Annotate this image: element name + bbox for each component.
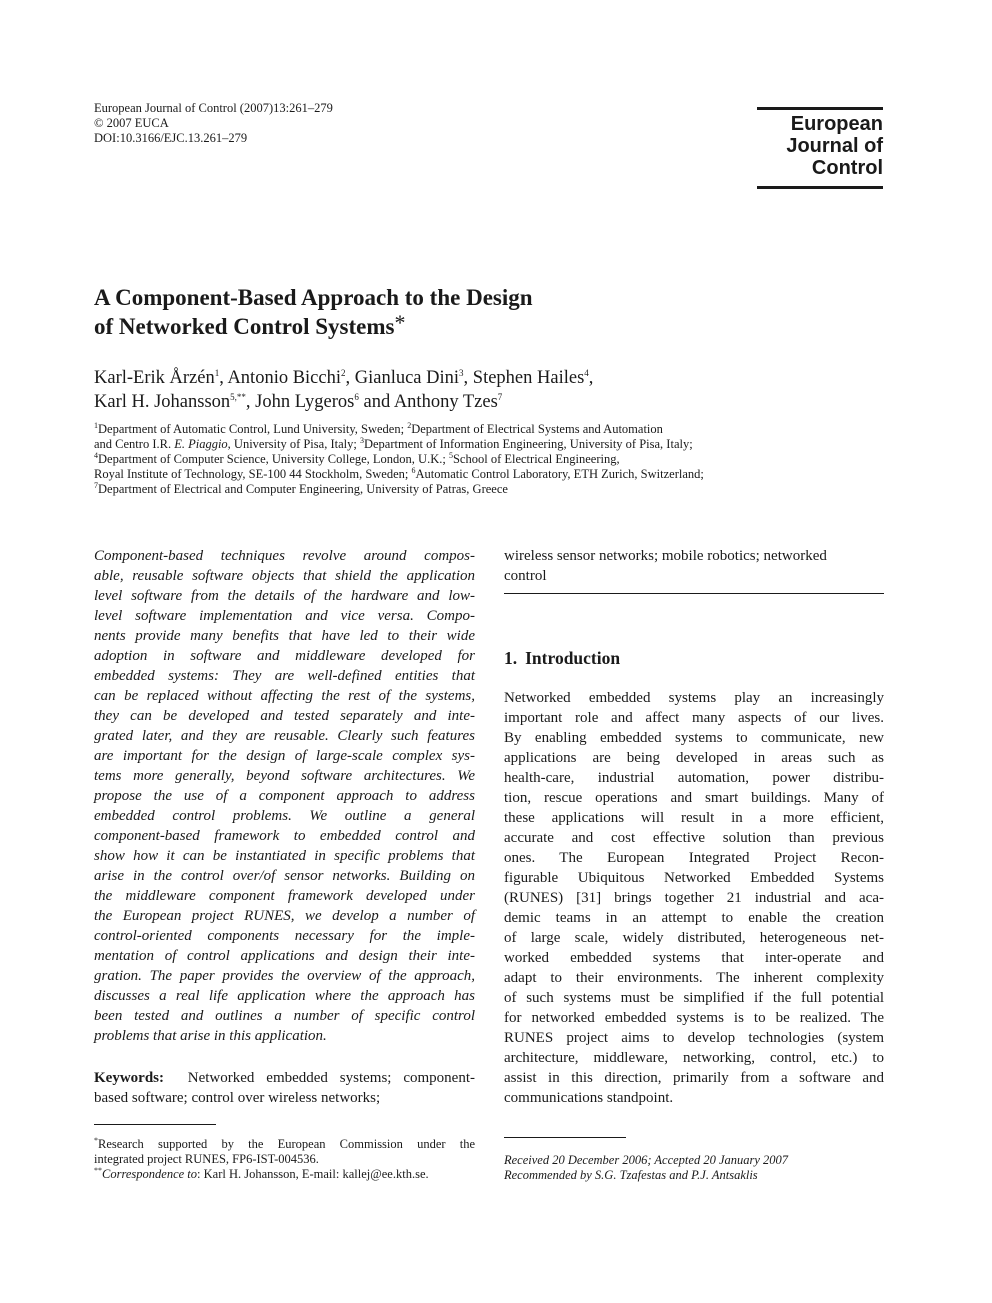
text-line: important role and affect many aspects of our lives.	[504, 710, 884, 726]
author-affil-sup: 3	[459, 368, 464, 378]
keywords-text-1: Networked embedded systems; component-	[187, 1070, 476, 1086]
logo-bottom-rule	[757, 186, 883, 189]
author-name: Antonio Bicchi	[227, 368, 341, 388]
footnote-rule	[94, 1124, 216, 1125]
keywords-cont-line-2: control	[504, 568, 547, 584]
author-sep: and	[358, 392, 394, 412]
citation: European Journal of Control (2007)13:261–279	[94, 101, 333, 115]
journal-logo	[757, 107, 883, 191]
text-line: adoption in software and middleware developed for	[94, 648, 475, 664]
author-sep: ,	[463, 368, 473, 388]
title-line-2-text: of Networked Control Systems	[94, 314, 395, 339]
affil-text: Department of Information Engineering, University of Pisa, Italy;	[363, 437, 693, 451]
author-name: Gianluca Dini	[354, 368, 460, 388]
affil-line	[94, 452, 704, 467]
text-line: for networked embedded systems is to be realized. The	[504, 1010, 884, 1026]
author-sep: ,	[588, 368, 594, 388]
text-line: gration. The paper provides the overview of the approach,	[94, 968, 475, 984]
footnote-1	[94, 1137, 475, 1152]
text-line: tems more generally, beyond software architectures. We	[94, 768, 475, 784]
text-line: of such systems must be simplified if the full potential	[504, 990, 884, 1006]
text-line: the European project RUNES, we develop a number of	[94, 908, 475, 924]
text-line: tion, rescue operations and smart buildings. Many of	[504, 790, 884, 806]
author-affil-sup: 2	[341, 368, 346, 378]
keywords-line-1	[94, 1068, 475, 1088]
text-line: architecture, middleware, networking, control, etc.) to	[504, 1050, 884, 1066]
introduction-text	[504, 688, 884, 1108]
text-line: the middleware component framework developed under	[94, 888, 475, 904]
received-rule	[504, 1137, 626, 1138]
section-number: 1.	[504, 648, 518, 668]
text-line: figurable Ubiquitous Networked Embedded Systems	[504, 870, 884, 886]
author-list	[94, 366, 593, 414]
text-line: ones. The European Integrated Project Recon-	[504, 850, 884, 866]
text-line: propose the use of a component approach to address	[94, 788, 475, 804]
affil-text: Department of Automatic Control, Lund University, Sweden;	[98, 422, 408, 436]
affil-line	[94, 437, 704, 452]
author-name: Karl-Erik Årzén	[94, 368, 215, 388]
logo-text	[786, 113, 883, 179]
text-line: these applications will result in a more efficient,	[504, 810, 884, 826]
section-divider	[504, 593, 884, 594]
author-name: Anthony Tzes	[393, 392, 498, 412]
text-line: communications standpoint.	[504, 1090, 674, 1106]
affil-sup: 4	[94, 451, 98, 460]
author-sep: ,	[219, 368, 228, 388]
author-name: John Lygeros	[255, 392, 355, 412]
text-line: able, reusable software objects that shield the application	[94, 568, 475, 584]
text-line: Networked embedded systems play an increasingly	[504, 690, 884, 706]
text-line: level software implementation and vice versa. Compo-	[94, 608, 475, 624]
title-footnote-marker: *	[394, 310, 406, 335]
text-line: component-based framework to embedded control and	[94, 828, 475, 844]
footnotes	[94, 1137, 475, 1182]
affil-text: Royal Institute of Technology, SE-100 44 Stockholm, Sweden;	[94, 467, 412, 481]
affil-line	[94, 482, 704, 497]
author-affil-sup: 7	[497, 392, 503, 402]
text-line: show how it can be instantiated in specific problems that	[94, 848, 475, 864]
copyright: © 2007 EUCA	[94, 116, 169, 130]
text-line: demic teams in an attempt to enable the creation	[504, 910, 884, 926]
footnote-marker: **	[94, 1166, 102, 1175]
footnote-text: Research supported by the European Commission under the	[98, 1137, 475, 1151]
logo-line-1: European	[790, 113, 883, 135]
footnote-label: Correspondence to	[102, 1167, 198, 1181]
text-line: can be replaced without affecting the rest of the systems,	[94, 688, 475, 704]
text-line: embedded systems: They are well-defined entities that	[94, 668, 475, 684]
author-name: Stephen Hailes	[472, 368, 585, 388]
affil-sup: 5	[448, 451, 453, 460]
affil-sup: 2	[407, 421, 412, 430]
logo-line-2: Journal of	[786, 135, 883, 157]
keywords-continued	[504, 546, 884, 586]
affil-text: and Centro I.R.	[94, 437, 175, 451]
affil-text: School of Electrical Engineering,	[452, 452, 620, 466]
affil-text: Department of Electrical and Computer Engineering, University of Patras, Greece	[98, 482, 508, 496]
author-affil-sup: 1	[214, 368, 220, 378]
text-line: problems that arise in this application.	[94, 1028, 327, 1044]
affil-line	[94, 467, 704, 482]
text-line: control-oriented components necessary for the imple-	[94, 928, 475, 944]
section-title: Introduction	[525, 648, 621, 668]
affil-text: Department of Computer Science, University College, London, U.K.;	[98, 452, 449, 466]
author-line-2	[94, 390, 593, 414]
text-line: adapt to their environments. The inherent complexity	[504, 970, 884, 986]
keywords	[94, 1068, 475, 1108]
footnote-marker: *	[94, 1136, 98, 1145]
affil-line	[94, 422, 704, 437]
author-affil-sup: 4	[584, 368, 589, 378]
affil-sup: 6	[411, 466, 416, 475]
doi: DOI:10.3166/EJC.13.261–279	[94, 131, 248, 145]
affil-sup: 1	[94, 421, 98, 430]
author-sep: ,	[245, 392, 256, 412]
received-dates: Received 20 December 2006; Accepted 20 January 2007	[504, 1153, 789, 1167]
text-line: By enabling embedded systems to communicate, new	[504, 730, 884, 746]
text-line: been tested and outlines a number of specific control	[94, 1008, 475, 1024]
author-line-1	[94, 366, 593, 390]
affil-text-italic: E. Piaggio	[174, 437, 228, 451]
text-line: are important for the design of large-scale complex sys-	[94, 748, 475, 764]
affiliations	[94, 422, 704, 497]
text-line: grated later, and they are reusable. Clearly such features	[94, 728, 475, 744]
footnote-2	[94, 1167, 475, 1182]
text-line: of large scale, widely distributed, heterogeneous net-	[504, 930, 884, 946]
recommended-by: Recommended by S.G. Tzafestas and P.J. Antsaklis	[504, 1168, 758, 1182]
keywords-cont-line-1: wireless sensor networks; mobile robotics; networked	[504, 548, 827, 564]
author-name: Karl H. Johansson	[94, 392, 231, 412]
keywords-line-2: based software; control over wireless networks;	[94, 1090, 381, 1106]
affil-text: , University of Pisa, Italy;	[227, 437, 360, 451]
text-line: arise in the control over/of sensor networks. Building on	[94, 868, 475, 884]
text-line: mentation of control applications and design their inte-	[94, 948, 475, 964]
affil-sup: 3	[359, 436, 364, 445]
text-line: embedded control problems. We outline a general	[94, 808, 475, 824]
text-line: assist in this direction, primarily from a software and	[504, 1070, 884, 1086]
keywords-label: Keywords:	[94, 1070, 164, 1086]
author-sep: ,	[345, 368, 355, 388]
title-line-2	[94, 312, 533, 341]
text-line: RUNES project aims to develop technologies (system	[504, 1030, 884, 1046]
text-line: discusses a real life application where the approach has	[94, 988, 475, 1004]
section-heading	[504, 647, 620, 669]
text-line: level software from the details of the hardware and low-	[94, 588, 475, 604]
received-info	[504, 1153, 788, 1183]
text-line: accurate and cost effective solution than previous	[504, 830, 884, 846]
abstract	[94, 546, 475, 1046]
footnote-1-cont: integrated project RUNES, FP6-IST-004536.	[94, 1152, 319, 1166]
logo-top-rule	[757, 107, 883, 110]
author-affil-sup: 6	[354, 392, 359, 402]
title-line-1: A Component-Based Approach to the Design	[94, 285, 533, 310]
affil-text: Automatic Control Laboratory, ETH Zurich, Switzerland;	[415, 467, 704, 481]
footnote-text: : Karl H. Johansson, E-mail: kallej@ee.kth.se.	[197, 1167, 429, 1181]
text-line: applications are being developed in areas such as	[504, 750, 884, 766]
author-affil-sup: 5,**	[230, 392, 246, 402]
text-line: health-care, industrial automation, power distribu-	[504, 770, 884, 786]
logo-line-3: Control	[811, 157, 883, 179]
text-line: Component-based techniques revolve around compos-	[94, 548, 475, 564]
text-line: worked embedded systems that inter-operate and	[504, 950, 884, 966]
affil-text: Department of Electrical Systems and Automation	[411, 422, 663, 436]
text-line: (RUNES) [31] brings together 21 industrial and aca-	[504, 890, 884, 906]
text-line: they can be developed and tested separately and inte-	[94, 708, 475, 724]
journal-header	[94, 101, 333, 146]
text-line: nents provide many benefits that have led to their wide	[94, 628, 475, 644]
affil-sup: 7	[94, 481, 98, 490]
paper-title	[94, 283, 533, 341]
